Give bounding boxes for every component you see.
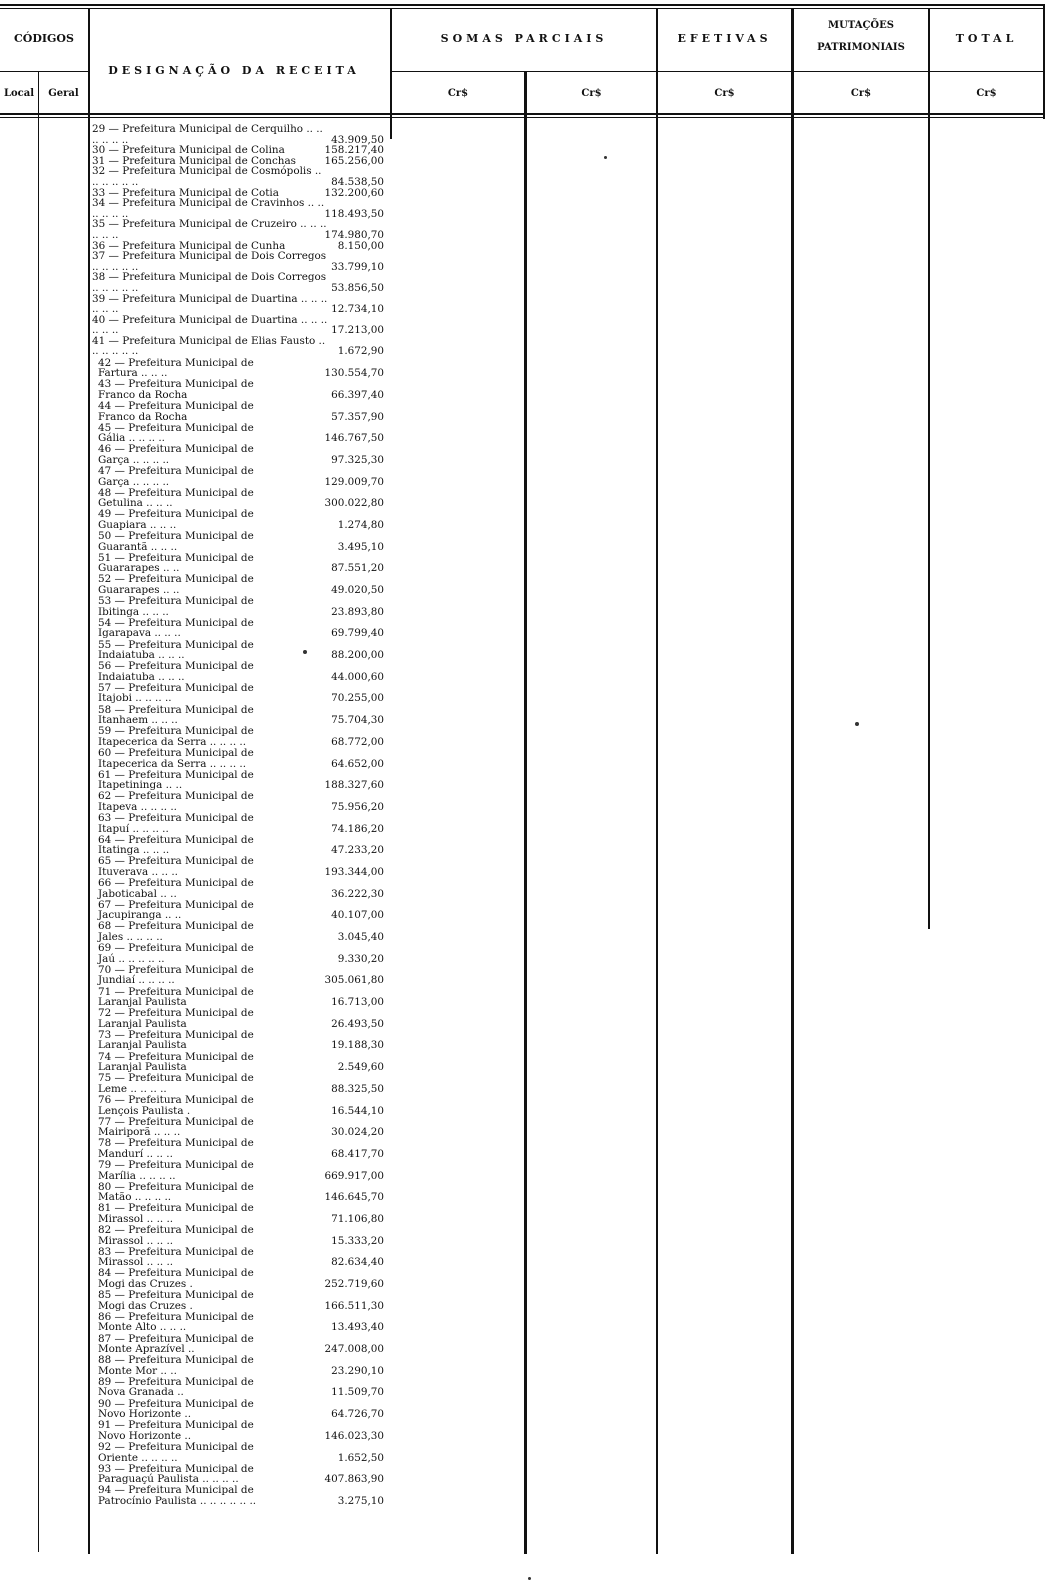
receita-valor: 3.275,10	[337, 1494, 384, 1507]
receita-valor: 132.200,60	[324, 186, 384, 199]
currency-somas-1: Cr$	[447, 88, 469, 99]
receita-designacao: 44 — Prefeitura Municipal de Franco da Rocha	[98, 399, 254, 423]
receita-valor: 47.233,20	[331, 844, 384, 857]
receita-designacao: 55 — Prefeitura Municipal de Indaiatuba .. .. ..	[98, 638, 254, 662]
receita-designacao: 54 — Prefeitura Municipal de Igarapava .. .. ..	[98, 616, 254, 640]
receita-designacao: 66 — Prefeitura Municipal de Jaboticabal .. ..	[98, 877, 254, 900]
receita-designacao: 48 — Prefeitura Municipal de Getulina .. .. ..	[98, 486, 254, 510]
receita-row	[92, 640, 392, 661]
receita-designacao: 82 — Prefeitura Municipal de Mirassol .. .. ..	[98, 1224, 254, 1247]
mutacoes-header-line2: PATRIMONIAIS	[817, 42, 905, 53]
receita-designacao: 60 — Prefeitura Municipal de Itapecerica da Serra .. .. .. ..	[98, 746, 254, 770]
receita-row	[92, 336, 392, 357]
receita-designacao: 76 — Prefeitura Municipal de Lençois Paulista .	[98, 1093, 254, 1117]
receita-valor: 82.634,40	[331, 1256, 384, 1269]
receita-row	[92, 272, 392, 293]
receita-row	[92, 770, 392, 791]
receita-designacao: 75 — Prefeitura Municipal de Leme .. .. .. ..	[98, 1072, 254, 1095]
receita-valor: 16.713,00	[331, 996, 384, 1009]
receita-valor: 13.493,40	[331, 1321, 384, 1334]
receita-row	[92, 198, 392, 219]
col-rule-total	[928, 9, 930, 929]
receita-designacao: 40 — Prefeitura Municipal de Duartina .. .. .. .. .. ..	[92, 313, 328, 337]
receita-row	[92, 943, 392, 964]
receita-designacao: 64 — Prefeitura Municipal de Itatinga .. .. ..	[98, 833, 254, 857]
receita-valor: 17.213,00	[331, 324, 384, 337]
print-speck	[604, 156, 607, 159]
receita-valor: 69.799,40	[331, 627, 384, 640]
receita-row	[92, 1052, 392, 1073]
receita-row	[92, 574, 392, 595]
receita-designacao: 92 — Prefeitura Municipal de Oriente .. .. .. ..	[98, 1440, 254, 1464]
receita-row	[92, 1268, 392, 1289]
receita-designacao: 53 — Prefeitura Municipal de Ibitinga .. .. ..	[98, 595, 254, 618]
receita-valor: 44.000,60	[331, 670, 384, 683]
receita-valor: 23.893,80	[331, 605, 384, 618]
col-rule-efetivas	[656, 9, 658, 1554]
receita-row	[92, 878, 392, 899]
receita-row	[92, 509, 392, 530]
receita-designacao: 56 — Prefeitura Municipal de Indaiatuba .. .. ..	[98, 660, 254, 683]
receita-row	[92, 1485, 392, 1506]
receita-designacao: 80 — Prefeitura Municipal de Matão .. .. .. ..	[98, 1180, 254, 1204]
receita-valor: 1.274,80	[337, 518, 384, 531]
receita-valor: 146.023,30	[324, 1429, 384, 1442]
receita-designacao: 78 — Prefeitura Municipal de Mandurí .. .. ..	[98, 1137, 254, 1160]
receita-valor: 68.417,70	[331, 1147, 384, 1160]
receita-designacao: 45 — Prefeitura Municipal de Gália .. .. .. ..	[98, 421, 254, 445]
receita-row	[92, 1312, 392, 1333]
receita-designacao: 83 — Prefeitura Municipal de Mirassol .. .. ..	[98, 1245, 254, 1269]
currency-mutacoes: Cr$	[850, 88, 872, 99]
codigos-header: CÓDIGOS	[14, 32, 74, 45]
receita-designacao: 47 — Prefeitura Municipal de Garça .. .. .. ..	[98, 465, 254, 488]
col-rule-mutacoes	[791, 9, 794, 1554]
receita-valor: 11.509,70	[331, 1386, 384, 1399]
receita-row	[92, 219, 392, 240]
receita-row	[92, 1030, 392, 1051]
receita-designacao: 68 — Prefeitura Municipal de Jales .. .. .. ..	[98, 920, 254, 944]
receita-row	[92, 1464, 392, 1485]
receita-valor: 2.549,60	[337, 1061, 384, 1074]
receita-row	[92, 661, 392, 682]
receita-designacao: 42 — Prefeitura Municipal de Fartura .. .. ..	[98, 356, 254, 380]
receita-designacao: 49 — Prefeitura Municipal de Guapiara .. .. ..	[98, 508, 254, 531]
receita-designacao: 77 — Prefeitura Municipal de Mairiporã .. .. ..	[98, 1115, 254, 1139]
receita-valor: 70.255,00	[331, 692, 384, 705]
receita-row	[92, 1247, 392, 1268]
receita-designacao: 43 — Prefeitura Municipal de Franco da Rocha	[98, 378, 254, 401]
receita-row	[92, 1334, 392, 1355]
somas-parciais-header: SOMAS PARCIAIS	[440, 32, 608, 45]
receita-designacao: 52 — Prefeitura Municipal de Guararapes .. ..	[98, 573, 254, 597]
col-rule-designacao	[390, 9, 392, 139]
receita-designacao: 67 — Prefeitura Municipal de Jacupiranga .. ..	[98, 898, 254, 922]
receita-list	[92, 124, 392, 1507]
receita-valor: 3.045,40	[337, 931, 384, 944]
receita-row	[92, 1203, 392, 1224]
receita-row	[92, 423, 392, 444]
receita-row	[92, 1073, 392, 1094]
receita-row	[92, 900, 392, 921]
receita-designacao: 38 — Prefeitura Municipal de Dois Corregos .. .. .. .. ..	[92, 271, 327, 294]
top-rule-2	[0, 8, 1045, 9]
receita-row	[92, 705, 392, 726]
receita-row	[92, 987, 392, 1008]
receita-row	[92, 1355, 392, 1376]
receita-designacao: 34 — Prefeitura Municipal de Cravinhos .. .. .. .. .. ..	[92, 197, 325, 220]
receita-row	[92, 488, 392, 509]
receita-designacao: 35 — Prefeitura Municipal de Cruzeiro .. .. .. .. .. ..	[92, 218, 327, 241]
receita-valor: 53.856,50	[331, 281, 384, 294]
receita-valor: 188.327,60	[324, 779, 384, 792]
receita-valor: 300.022,80	[324, 497, 384, 510]
receita-valor: 74.186,20	[331, 822, 384, 835]
receita-designacao: 65 — Prefeitura Municipal de Ituverava .. .. ..	[98, 855, 254, 878]
receita-valor: 3.495,10	[337, 540, 384, 553]
receita-row	[92, 1138, 392, 1159]
receita-valor: 8.150,00	[337, 239, 384, 252]
mutacoes-header-line1: MUTAÇÕES	[828, 20, 894, 31]
receita-valor: 669.917,00	[324, 1169, 384, 1182]
receita-valor: 9.330,20	[337, 952, 384, 965]
print-speck	[303, 650, 307, 654]
print-speck	[855, 722, 859, 726]
receita-row	[92, 1117, 392, 1138]
receita-designacao: 72 — Prefeitura Municipal de Laranjal Paulista	[98, 1007, 254, 1030]
receita-designacao: 46 — Prefeitura Municipal de Garça .. .. .. ..	[98, 443, 254, 466]
receita-valor: 97.325,30	[331, 453, 384, 466]
receita-designacao: 63 — Prefeitura Municipal de Itapuí .. .. .. ..	[98, 812, 254, 835]
receita-valor: 166.511,30	[324, 1299, 384, 1312]
receita-designacao: 87 — Prefeitura Municipal de Monte Aprazível ..	[98, 1332, 254, 1356]
receita-designacao: 88 — Prefeitura Municipal de Monte Mor .. ..	[98, 1354, 254, 1377]
receita-designacao: 91 — Prefeitura Municipal de Novo Horizonte ..	[98, 1419, 254, 1442]
receita-row	[92, 1182, 392, 1203]
receita-designacao: 32 — Prefeitura Municipal de Cosmópolis .. .. .. .. .. ..	[92, 165, 322, 188]
receita-row	[92, 166, 392, 187]
top-rule	[0, 4, 1045, 6]
receita-valor: 165.256,00	[324, 154, 384, 167]
col-rule-right	[1043, 4, 1045, 119]
receita-row	[92, 1160, 392, 1181]
receita-valor: 30.024,20	[331, 1126, 384, 1139]
receita-row	[92, 251, 392, 272]
receita-valor: 57.357,90	[331, 410, 384, 423]
receita-designacao: 59 — Prefeitura Municipal de Itapecerica da Serra .. .. .. ..	[98, 725, 254, 748]
geral-header: Geral	[48, 88, 79, 99]
receita-designacao: 41 — Prefeitura Municipal de Elias Fausto .. .. .. .. .. ..	[92, 334, 326, 358]
receita-valor: 88.325,50	[331, 1082, 384, 1095]
receita-row	[92, 315, 392, 336]
total-header: TOTAL	[955, 32, 1018, 45]
receita-designacao: 85 — Prefeitura Municipal de Mogi das Cruzes .	[98, 1289, 254, 1312]
receita-valor: 16.544,10	[331, 1104, 384, 1117]
receita-valor: 75.704,30	[331, 714, 384, 727]
receita-designacao: 74 — Prefeitura Municipal de Laranjal Paulista	[98, 1050, 254, 1074]
receita-valor: 193.344,00	[324, 865, 384, 878]
receita-valor: 305.061,80	[324, 974, 384, 987]
receita-valor: 12.734,10	[331, 303, 384, 316]
receita-row	[92, 1290, 392, 1311]
receita-row	[92, 921, 392, 942]
receita-row	[92, 444, 392, 465]
receita-designacao: 73 — Prefeitura Municipal de Laranjal Paulista	[98, 1028, 254, 1052]
header-bottom-rule-2	[0, 117, 1045, 118]
receita-row	[92, 1399, 392, 1420]
receita-designacao: 51 — Prefeitura Municipal de Guararapes .. ..	[98, 551, 254, 575]
receita-row	[92, 618, 392, 639]
header-sub-rule-right	[392, 71, 1045, 72]
local-header: Local	[3, 88, 35, 99]
receita-designacao: 57 — Prefeitura Municipal de Itajobi .. .. .. ..	[98, 681, 254, 705]
receita-valor: 174.980,70	[324, 228, 384, 241]
receita-row	[92, 965, 392, 986]
receita-designacao: 29 — Prefeitura Municipal de Cerquilho .. .. .. .. .. ..	[92, 123, 323, 146]
receita-designacao: 79 — Prefeitura Municipal de Marília .. .. .. ..	[98, 1159, 254, 1182]
receita-row	[92, 791, 392, 812]
receita-row	[92, 466, 392, 487]
receita-valor: 252.719,60	[324, 1278, 384, 1291]
receita-valor: 23.290,10	[331, 1364, 384, 1377]
receita-row	[92, 726, 392, 747]
receita-valor: 75.956,20	[331, 800, 384, 813]
receita-row	[92, 596, 392, 617]
header-bottom-rule	[0, 113, 1045, 115]
receita-valor: 88.200,00	[331, 649, 384, 662]
receita-valor: 130.554,70	[324, 367, 384, 380]
currency-total: Cr$	[976, 88, 997, 99]
receita-row	[92, 748, 392, 769]
receita-designacao: 58 — Prefeitura Municipal de Itanhaem .. .. ..	[98, 703, 254, 727]
currency-somas-2: Cr$	[581, 88, 602, 99]
receita-designacao: 33 — Prefeitura Municipal de Cotia	[92, 186, 279, 199]
designacao-header: DESIGNAÇÃO DA RECEITA	[108, 64, 360, 77]
receita-valor: 15.333,20	[331, 1234, 384, 1247]
receita-valor: 1.652,50	[337, 1451, 384, 1464]
receita-designacao: 70 — Prefeitura Municipal de Jundiaí .. .. .. ..	[98, 963, 254, 987]
receita-valor: 1.672,90	[337, 345, 384, 358]
receita-row	[92, 813, 392, 834]
receita-valor: 247.008,00	[324, 1343, 384, 1356]
receita-designacao: 86 — Prefeitura Municipal de Monte Alto .. .. ..	[98, 1310, 254, 1334]
receita-valor: 66.397,40	[331, 388, 384, 401]
receita-valor: 118.493,50	[324, 207, 384, 220]
receita-row	[92, 553, 392, 574]
col-rule-codigos	[88, 9, 90, 1554]
receita-valor: 43.909,50	[331, 133, 384, 146]
receita-designacao: 89 — Prefeitura Municipal de Nova Granada ..	[98, 1375, 254, 1399]
receita-designacao: 62 — Prefeitura Municipal de Itapeva .. .. .. ..	[98, 790, 254, 813]
receita-valor: 64.652,00	[331, 757, 384, 770]
receita-row	[92, 379, 392, 400]
receita-valor: 33.799,10	[331, 260, 384, 273]
receita-designacao: 69 — Prefeitura Municipal de Jaú .. .. .. .. ..	[98, 942, 254, 965]
receita-designacao: 90 — Prefeitura Municipal de Novo Horizonte ..	[98, 1397, 254, 1421]
receita-designacao: 50 — Prefeitura Municipal de Guarantã .. .. ..	[98, 530, 254, 553]
receita-valor: 146.767,50	[324, 432, 384, 445]
receita-valor: 68.772,00	[331, 735, 384, 748]
receita-row	[92, 835, 392, 856]
receita-designacao: 71 — Prefeitura Municipal de Laranjal Paulista	[98, 985, 254, 1009]
receita-row	[92, 124, 392, 145]
receita-designacao: 94 — Prefeitura Municipal de Patrocínio Paulista .. .. .. .. .. ..	[98, 1484, 257, 1507]
header-sub-rule	[0, 71, 88, 72]
receita-designacao: 37 — Prefeitura Municipal de Dois Corregos .. .. .. .. ..	[92, 250, 327, 273]
receita-valor: 407.863,90	[324, 1473, 384, 1486]
receita-valor: 84.538,50	[331, 175, 384, 188]
receita-valor: 146.645,70	[324, 1191, 384, 1204]
currency-efetivas: Cr$	[714, 88, 735, 99]
receita-valor: 87.551,20	[331, 562, 384, 575]
receita-row	[92, 401, 392, 422]
receita-valor: 19.188,30	[331, 1039, 384, 1052]
receita-valor: 36.222,30	[331, 887, 384, 900]
receita-row	[92, 1095, 392, 1116]
col-rule-local-geral	[38, 72, 39, 1552]
receita-valor: 64.726,70	[331, 1408, 384, 1421]
receita-designacao: 30 — Prefeitura Municipal de Colina	[92, 144, 285, 157]
receita-designacao: 84 — Prefeitura Municipal de Mogi das Cruzes .	[98, 1267, 254, 1291]
receita-valor: 26.493,50	[331, 1017, 384, 1030]
receita-designacao: 36 — Prefeitura Municipal de Cunha	[92, 239, 286, 252]
receita-valor: 49.020,50	[331, 584, 384, 597]
receita-row	[92, 1420, 392, 1441]
receita-row	[92, 1008, 392, 1029]
receita-row	[92, 531, 392, 552]
receita-designacao: 39 — Prefeitura Municipal de Duartina .. .. .. .. .. ..	[92, 292, 328, 316]
receita-valor: 129.009,70	[324, 475, 384, 488]
col-rule-somas	[524, 72, 527, 1554]
receita-valor: 158.217,40	[324, 144, 384, 157]
receita-row	[92, 1377, 392, 1398]
receita-row	[92, 683, 392, 704]
receita-row	[92, 1442, 392, 1463]
receita-designacao: 31 — Prefeitura Municipal de Conchas	[92, 154, 296, 167]
receita-row	[92, 856, 392, 877]
receita-designacao: 81 — Prefeitura Municipal de Mirassol .. .. ..	[98, 1202, 254, 1225]
receita-row	[92, 1225, 392, 1246]
receita-row	[92, 294, 392, 315]
efetivas-header: EFETIVAS	[677, 32, 772, 45]
receita-valor: 40.107,00	[331, 909, 384, 922]
receita-valor: 71.106,80	[331, 1212, 384, 1225]
receita-designacao: 93 — Prefeitura Municipal de Paraguaçú Paulista .. .. .. ..	[98, 1462, 254, 1486]
receita-row	[92, 358, 392, 379]
receita-designacao: 61 — Prefeitura Municipal de Itapetininga .. ..	[98, 768, 254, 792]
